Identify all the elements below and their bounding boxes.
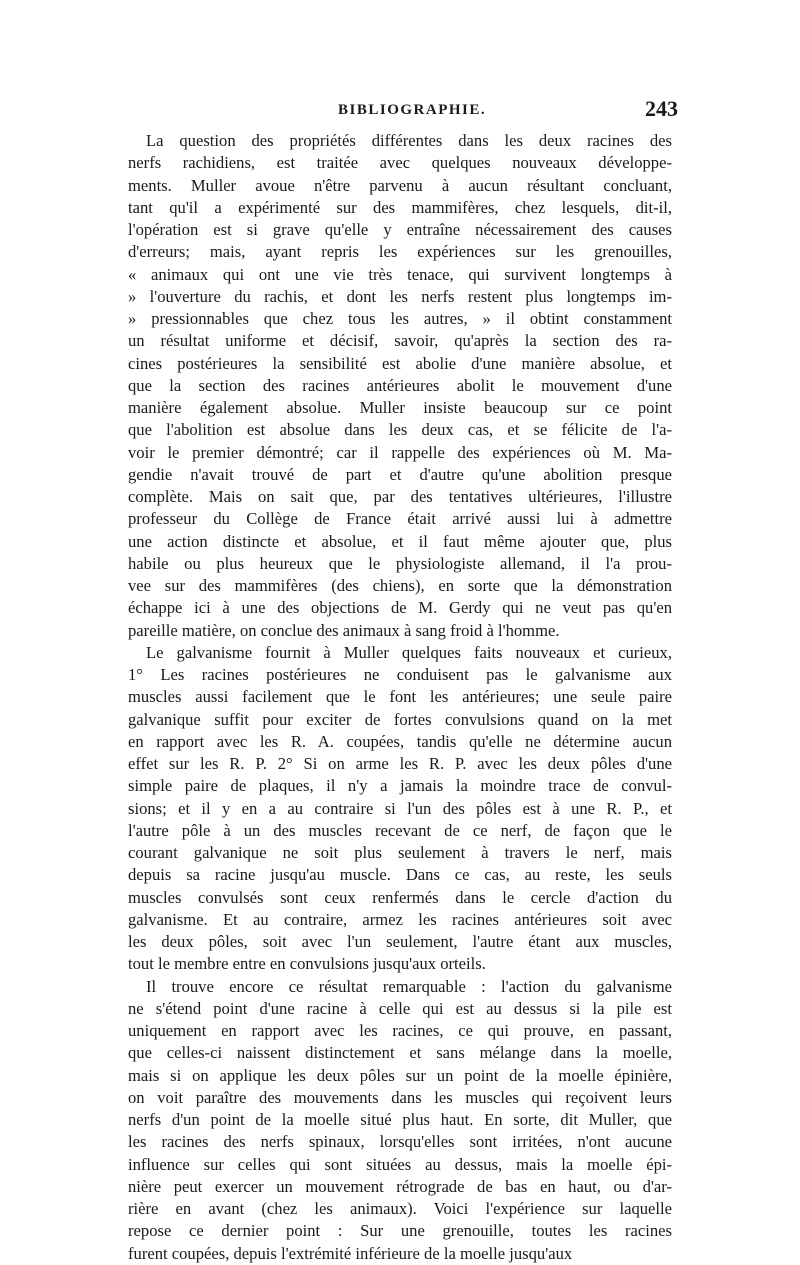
text-line: que la section des racines antérieures abolit le mouvement d'une: [128, 375, 672, 395]
paragraph: [128, 976, 672, 1265]
text-line: échappe ici à une des objections de M. Gerdy qui ne veut pas qu'en: [128, 598, 672, 618]
text-line: complète. Mais on sait que, par des tentatives ultérieures, l'illustre: [128, 487, 672, 506]
text-line: professeur du Collège de France était arrivé aussi lui à admettre: [128, 509, 672, 529]
text-line: rière en avant (chez les animaux). Voici l'expérience sur laquelle: [128, 1199, 672, 1218]
text-line: nerfs rachidiens, est traitée avec quelques nouveaux développe-: [128, 153, 672, 173]
text-line: Le galvanisme fournit à Muller quelques faits nouveaux et curieux,: [146, 642, 672, 662]
text-line: nière peut exercer un mouvement rétrograde de bas en haut, ou d'ar-: [128, 1176, 672, 1196]
text-line: que celles-ci naissent distinctement et sans mélange dans la moelle,: [128, 1043, 672, 1063]
page-header: [128, 98, 678, 128]
text-line: galvanisme. Et au contraire, armez les racines antérieures soit avec: [128, 909, 672, 929]
text-line: cines postérieures la sensibilité est abolie d'une manière absolue, et: [128, 353, 672, 373]
page-number: 243: [645, 96, 678, 121]
text-line: vee sur des mammifères (des chiens), en sorte que la démonstration: [128, 576, 672, 595]
text-line: les deux pôles, soit avec l'un seulement, l'autre étant aux muscles,: [128, 932, 672, 951]
paragraph: [128, 642, 672, 976]
text-line: 1° Les racines postérieures ne conduisent pas le galvanisme aux: [128, 665, 672, 684]
paragraph: [128, 130, 672, 642]
text-line: uniquement en rapport avec les racines, ce qui prouve, en passant,: [128, 1021, 672, 1040]
body-text: [128, 130, 672, 1265]
text-line: ne s'étend point d'une racine à celle qui est au dessus si la pile est: [128, 998, 672, 1018]
text-line: manière également absolue. Muller insiste beaucoup sur ce point: [128, 398, 672, 417]
text-line: pareille matière, on conclue des animaux à sang froid à l'homme.: [128, 620, 560, 640]
text-line: depuis sa racine jusqu'au muscle. Dans ce cas, au reste, les seuls: [128, 865, 672, 885]
text-line: d'erreurs; mais, ayant repris les expériences sur les grenouilles,: [128, 242, 672, 262]
text-line: ments. Muller avoue n'être parvenu à aucun résultant concluant,: [128, 175, 672, 195]
text-line: courant galvanique ne soit plus seulement à travers le nerf, mais: [128, 843, 672, 862]
text-line: furent coupées, depuis l'extrémité inférieure de la moelle jusqu'aux: [128, 1243, 573, 1263]
text-line: repose ce dernier point : Sur une grenouille, toutes les racines: [128, 1221, 672, 1241]
text-line: « animaux qui ont une vie très tenace, qui survivent longtemps à: [128, 264, 672, 284]
running-title: BIBLIOGRAPHIE.: [338, 102, 487, 118]
text-line: tout le membre entre en convulsions jusqu'aux orteils.: [128, 954, 486, 974]
text-line: les racines des nerfs spinaux, lorsqu'elles sont irritées, n'ont aucune: [128, 1132, 672, 1152]
text-line: muscles convulsés sont ceux renfermés dans le cercle d'action du: [128, 887, 672, 907]
text-line: » l'ouverture du rachis, et dont les nerfs restent plus longtemps im-: [128, 286, 672, 306]
text-line: » pressionnables que chez tous les autres, » il obtint constamment: [128, 309, 672, 328]
text-line: l'opération est si grave qu'elle y entraîne nécessairement des causes: [128, 220, 672, 239]
text-line: un résultat uniforme et décisif, savoir, qu'après la section des ra-: [128, 331, 672, 351]
text-line: voir le premier démontré; car il rappelle des expériences où M. Ma-: [128, 442, 672, 462]
text-line: influence sur celles qui sont situées au dessus, mais la moelle épi-: [128, 1154, 672, 1174]
text-line: mais si on applique les deux pôles sur un point de la moelle épinière,: [128, 1065, 672, 1085]
text-line: l'autre pôle à un des muscles recevant de ce nerf, de façon que le: [128, 820, 672, 840]
text-line: une action distincte et absolue, et il faut même ajouter que, plus: [128, 531, 672, 551]
text-line: muscles aussi facilement que le font les antérieures; une seule paire: [128, 687, 672, 707]
text-line: gendie n'avait trouvé de part et d'autre qu'une abolition presque: [128, 464, 672, 484]
text-line: en rapport avec les R. A. coupées, tandis qu'elle ne détermine aucun: [128, 731, 672, 751]
text-line: nerfs d'un point de la moelle situé plus haut. En sorte, dit Muller, que: [128, 1110, 672, 1129]
text-line: habile ou plus heureux que le physiologiste allemand, il l'a prou-: [128, 553, 672, 573]
text-line: La question des propriétés différentes dans les deux racines des: [146, 131, 672, 150]
text-line: galvanique suffit pour exciter de fortes convulsions quand on la met: [128, 709, 672, 729]
text-line: Il trouve encore ce résultat remarquable : l'action du galvanisme: [146, 976, 672, 996]
text-line: simple paire de plaques, il n'y a jamais la moindre trace de convul-: [128, 776, 672, 796]
text-line: sions; et il y en a au contraire si l'un des pôles est à une R. P., et: [128, 798, 672, 818]
text-line: que l'abolition est absolue dans les deux cas, et se félicite de l'a-: [128, 420, 672, 440]
text-line: effet sur les R. P. 2° Si on arme les R. P. avec les deux pôles d'une: [128, 754, 672, 773]
text-line: tant qu'il a expérimenté sur des mammifères, chez lesquels, dit-il,: [128, 197, 672, 217]
text-line: on voit paraître des mouvements dans les muscles qui reçoivent leurs: [128, 1087, 672, 1107]
